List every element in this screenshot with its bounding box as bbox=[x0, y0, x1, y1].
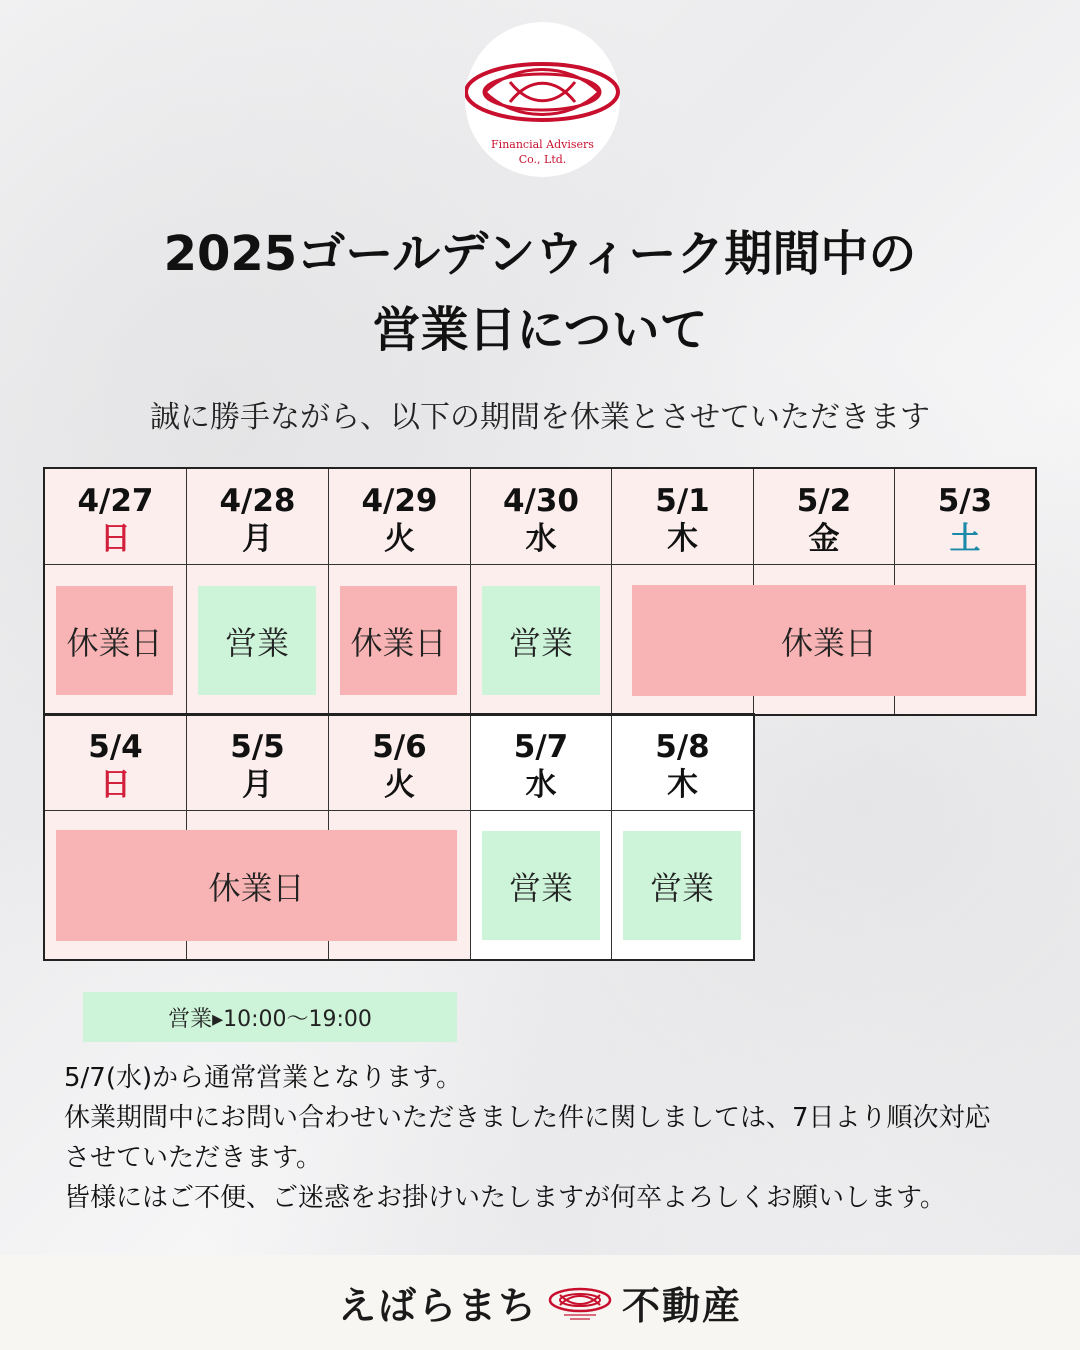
day-date: 5/3 bbox=[937, 483, 993, 519]
day-date: 5/8 bbox=[655, 729, 710, 765]
day-header bbox=[44, 714, 187, 804]
day-weekday: 月 bbox=[242, 521, 273, 557]
day-weekday: 日 bbox=[100, 767, 131, 803]
day-weekday: 火 bbox=[384, 521, 415, 557]
day-weekday: 木 bbox=[667, 521, 698, 557]
page-title-line1: 2025ゴールデンウィーク期間中の bbox=[163, 226, 917, 282]
page-title-line2: 営業日について bbox=[372, 302, 708, 358]
day-weekday: 水 bbox=[525, 521, 557, 557]
status-closed-badge: 休業日 bbox=[340, 586, 457, 695]
day-date: 5/5 bbox=[230, 729, 285, 765]
day-weekday: 水 bbox=[525, 767, 557, 803]
day-date: 4/27 bbox=[77, 483, 154, 519]
day-weekday: 金 bbox=[808, 521, 840, 557]
status-open-badge: 営業 bbox=[198, 586, 316, 695]
day-date: 5/7 bbox=[513, 729, 569, 765]
business-hours: 営業▸10:00〜19:00 bbox=[83, 992, 457, 1042]
day-date: 5/4 bbox=[88, 729, 143, 765]
day-date: 5/1 bbox=[655, 483, 710, 519]
day-header bbox=[894, 468, 1036, 558]
notice-text bbox=[64, 1058, 1014, 1218]
status-closed-badge: 休業日 bbox=[56, 586, 173, 695]
day-weekday: 日 bbox=[100, 521, 131, 557]
day-header bbox=[611, 468, 754, 558]
day-date: 4/28 bbox=[219, 483, 296, 519]
day-weekday: 火 bbox=[384, 767, 415, 803]
day-header bbox=[328, 714, 471, 804]
logo-text-line1: Financial Advisers bbox=[491, 138, 594, 151]
day-header bbox=[470, 468, 612, 558]
day-date: 4/29 bbox=[361, 483, 438, 519]
day-date: 4/30 bbox=[502, 483, 580, 519]
day-weekday: 木 bbox=[667, 767, 698, 803]
logo-text-line2: Co., Ltd. bbox=[518, 153, 567, 166]
day-weekday: 月 bbox=[242, 767, 273, 803]
day-date: 5/6 bbox=[372, 729, 427, 765]
day-date: 5/2 bbox=[796, 483, 852, 519]
status-open-badge: 営業 bbox=[482, 831, 600, 940]
footer bbox=[0, 1255, 1080, 1350]
status-open-badge: 営業 bbox=[482, 586, 600, 695]
company-logo bbox=[465, 22, 620, 177]
footer-brand-right: 不動産 bbox=[622, 1284, 743, 1328]
notice-line: 皆様にはご不便、ご迷惑をお掛けいたしますが何卒よろしくお願いします。 bbox=[64, 1183, 946, 1213]
notice-line: 5/7(水)から通常営業となります。 bbox=[64, 1063, 463, 1093]
footer-logo-icon bbox=[544, 1283, 616, 1323]
day-weekday: 土 bbox=[949, 521, 981, 557]
status-closed-badge: 休業日 bbox=[56, 830, 457, 941]
day-header bbox=[611, 714, 754, 804]
day-header bbox=[44, 468, 187, 558]
status-open-badge: 営業 bbox=[623, 831, 741, 940]
day-header bbox=[753, 468, 895, 558]
day-header bbox=[186, 714, 329, 804]
day-header bbox=[470, 714, 612, 804]
status-closed-badge: 休業日 bbox=[632, 585, 1026, 696]
footer-brand-left: えばらまち bbox=[337, 1284, 538, 1328]
notice-line: 休業期間中にお問い合わせいただきました件に関しましては、7日より順次対応させていただきます。 bbox=[64, 1103, 991, 1173]
knot-logo-icon bbox=[465, 52, 620, 132]
subtitle: 誠に勝手ながら、以下の期間を休業とさせていただきます bbox=[150, 400, 930, 435]
day-header bbox=[328, 468, 471, 558]
day-header bbox=[186, 468, 329, 558]
